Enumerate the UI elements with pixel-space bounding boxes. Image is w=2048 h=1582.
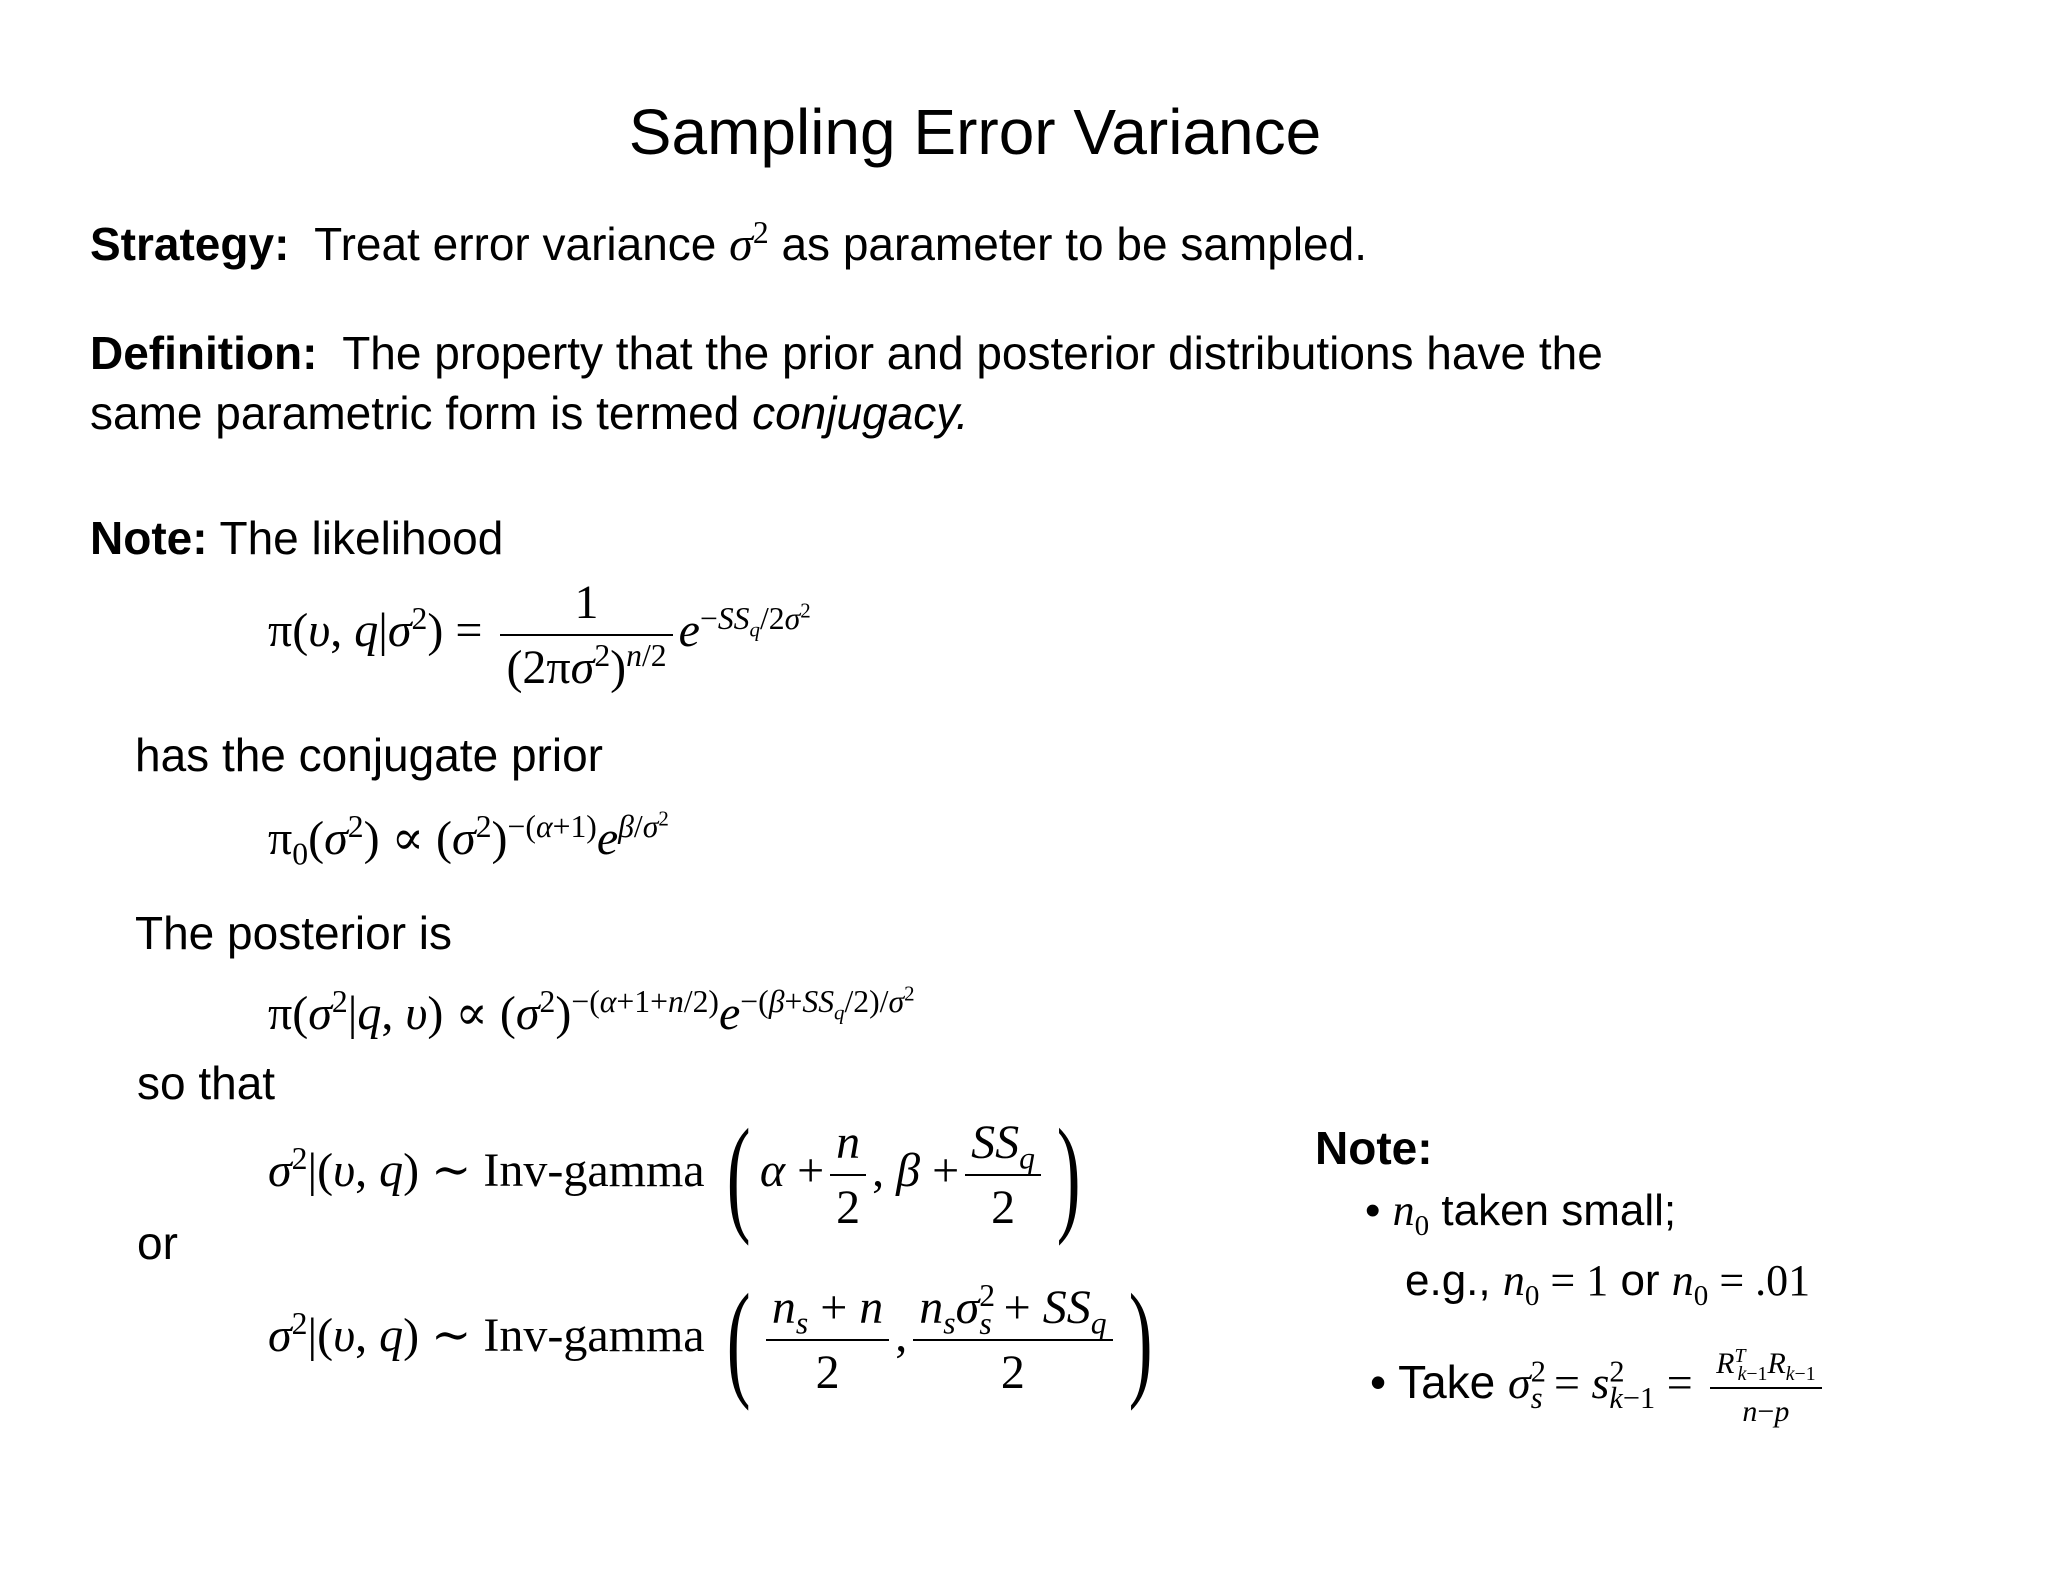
eg-prefix: e.g.,: [1405, 1256, 1491, 1305]
definition-term: conjugacy.: [752, 387, 969, 439]
strategy-line: [90, 215, 1367, 275]
side-note-bullet-2: [1370, 1345, 1828, 1430]
bullet-2-prefix: Take: [1398, 1356, 1496, 1409]
bullet-1-text: taken small;: [1441, 1186, 1677, 1235]
inv-gamma-label-2: Inv-gamma: [483, 1309, 705, 1363]
side-note-example: [1405, 1255, 1811, 1312]
posterior-text: The posterior is: [135, 907, 453, 959]
definition-label: Definition:: [90, 327, 318, 379]
side-note-label: Note:: [1315, 1122, 1433, 1174]
strategy-text-after: as parameter to be sampled.: [781, 218, 1368, 270]
definition-text-line1: The property that the prior and posterior distributions have the: [342, 327, 1603, 379]
n0-equals-01: $n_0 = .01$: [1671, 1256, 1811, 1312]
bullet-1-dot: •: [1365, 1186, 1381, 1235]
likelihood-fraction: $\frac{1}{(2\pi\sigma^2)^{n/2}}$: [500, 575, 672, 695]
sigma-s-equation: $\sigma^2_s = s^2_{k-1}$ = $\frac{R^T_{k-1}R_{k-1}}{n-p}$: [1508, 1357, 1828, 1408]
inv-gamma-equation-2: $\sigma^2|(\upsilon$, q) ∼ Inv-gamma ( $\frac{n_s + n}{2}$ , $\frac{n_s\sigma^2_s + SS_q}{2}$ ): [268, 1268, 1153, 1412]
inv-gamma-equation-1: $\sigma^2|(\upsilon$, q) ∼ Inv-gamma ( α + $\frac{n}{2}$ , β + $\frac{SS_q}{2}$ ): [268, 1103, 1081, 1247]
note-text: The likelihood: [219, 512, 504, 564]
definition-line2: [90, 385, 969, 443]
posterior-equation: $\pi(\sigma^2|q$, $\upsilon) \propto (\sigma^2)^{-(\alpha+1+n/2)}e^{-(\beta+SS_q/2)/\sigma^2}$: [268, 981, 915, 1040]
inv-gamma-label-1: Inv-gamma: [483, 1144, 705, 1198]
note-label: Note:: [90, 512, 208, 564]
conjugate-prior-text: has the conjugate prior: [135, 729, 603, 781]
likelihood-equation: π(υ, $q|\sigma^2$) = $\frac{1}{(2\pi\sigma^2)^{n/2}}$ $e^{-SS_q/2\sigma^2}$: [268, 576, 811, 694]
bullet-2-dot: •: [1370, 1356, 1387, 1409]
definition-line1: [90, 325, 1603, 383]
strategy-label: Strategy:: [90, 218, 290, 270]
definition-text-line2: same parametric form is termed: [90, 387, 740, 439]
strategy-text-before: Treat error variance: [314, 218, 717, 270]
sigma-squared-math: $\sigma^2$: [729, 215, 769, 271]
eg-or: or: [1620, 1256, 1660, 1305]
page-title: Sampling Error Variance: [628, 96, 1322, 168]
note-line: [90, 510, 503, 568]
prior-equation: $\pi_0(\sigma^2) \propto (\sigma^2)^{-(\alpha+1)}e^{\beta/\sigma^2}$: [268, 806, 669, 872]
n0-symbol: $n_0$: [1392, 1186, 1430, 1242]
n0-equals-1: $n_0 = 1$: [1502, 1256, 1609, 1312]
side-note-bullet-1: [1365, 1185, 1677, 1242]
so-that-text: so that: [137, 1057, 276, 1109]
or-text: or: [137, 1217, 178, 1269]
